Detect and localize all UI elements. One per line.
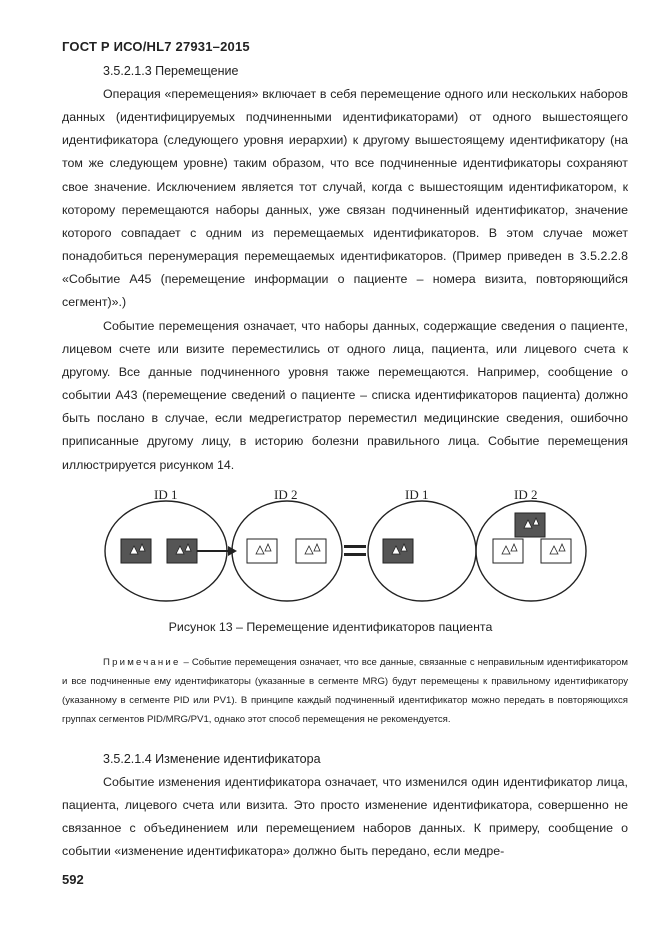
document-header: ГОСТ Р ИСО/HL7 27931–2015: [62, 39, 250, 54]
section-body-change: [62, 771, 628, 864]
paragraph: Событие перемещения означает, что наборы данных, содержащие сведения о пациенте, лицевом счете или визите переместились от одного лица, пациента, или лицевого счета к другому. Все данные подчиненного уровня также перемещаются. Например, сообщение о событии А43 (перемещение сведений о пациенте – списка идентификаторов пациента) должно быть послано в случае, если медрегистратор переместил медицинские сведения, ошибочно приписанные другому лицу, в историю болезни правильного лица. Событие перемещения иллюстрируется рисунком 14.: [62, 318, 628, 472]
note-text: – Событие перемещения означает, что все данные, связанные с неправильным идентификатором и все подчиненные ему идентификаторы (указанные в сегменте MRG) будут перемещены к правильному идентификатору (указанному в сегменте PID или PV1). В принципе каждый подчиненный идентификатор можно передать в повторяющихся группах сегментов PID/MRG/PV1, однако этот способ перемещения не рекомендуется.: [62, 657, 628, 725]
note: [62, 653, 628, 729]
figure-label-id1: ID 1: [405, 487, 429, 502]
equals-sign-bottom: [344, 553, 366, 556]
page-number: 592: [62, 872, 84, 887]
section-heading-move: 3.5.2.1.3 Перемещение: [103, 64, 239, 78]
figure-label-id1: ID 1: [154, 487, 178, 502]
section-heading-change: 3.5.2.1.4 Изменение идентификатора: [103, 752, 321, 766]
figure-caption: Рисунок 13 – Перемещение идентификаторов пациента: [168, 620, 493, 634]
figure-label-id2: ID 2: [274, 487, 298, 502]
paragraph: Операция «перемещения» включает в себя перемещение одного или нескольких наборов данных (идентифицируемых подчиненными идентификаторами) от одного вышестоящего идентификатора (следующего уровня иерархии) к другому вышестоящему идентификатору (на том же следующем уровне) таким образом, что все подчиненные идентификаторы сохраняют свое значение. Исключением является тот случай, когда с вышестоящим идентификатором, к которому перемещаются наборы данных, уже связан подчиненный идентификатор, значение которого совпадает с одним из перемещаемых идентификаторов. В этом случае может понадобиться перенумерация перемещаемых идентификаторов. (Пример приведен в 3.5.2.2.8 «Событие А45 (перемещение информации о пациенте – номера визита, повторяющийся сегмент)».): [62, 87, 628, 310]
note-label: Примечание: [103, 657, 181, 668]
paragraph: Событие изменения идентификатора означает, что изменился один идентификатор лица, пациента, лицевого счета или визита. Это просто изменение идентификатора, совершенно не связанное с объединением или перемещением наборов данных. К примеру, сообщение о событии «изменение идентификатора» должно быть передано, если медре-: [62, 775, 628, 859]
equals-sign-top: [344, 545, 366, 548]
figure-label-id2: ID 2: [514, 487, 538, 502]
